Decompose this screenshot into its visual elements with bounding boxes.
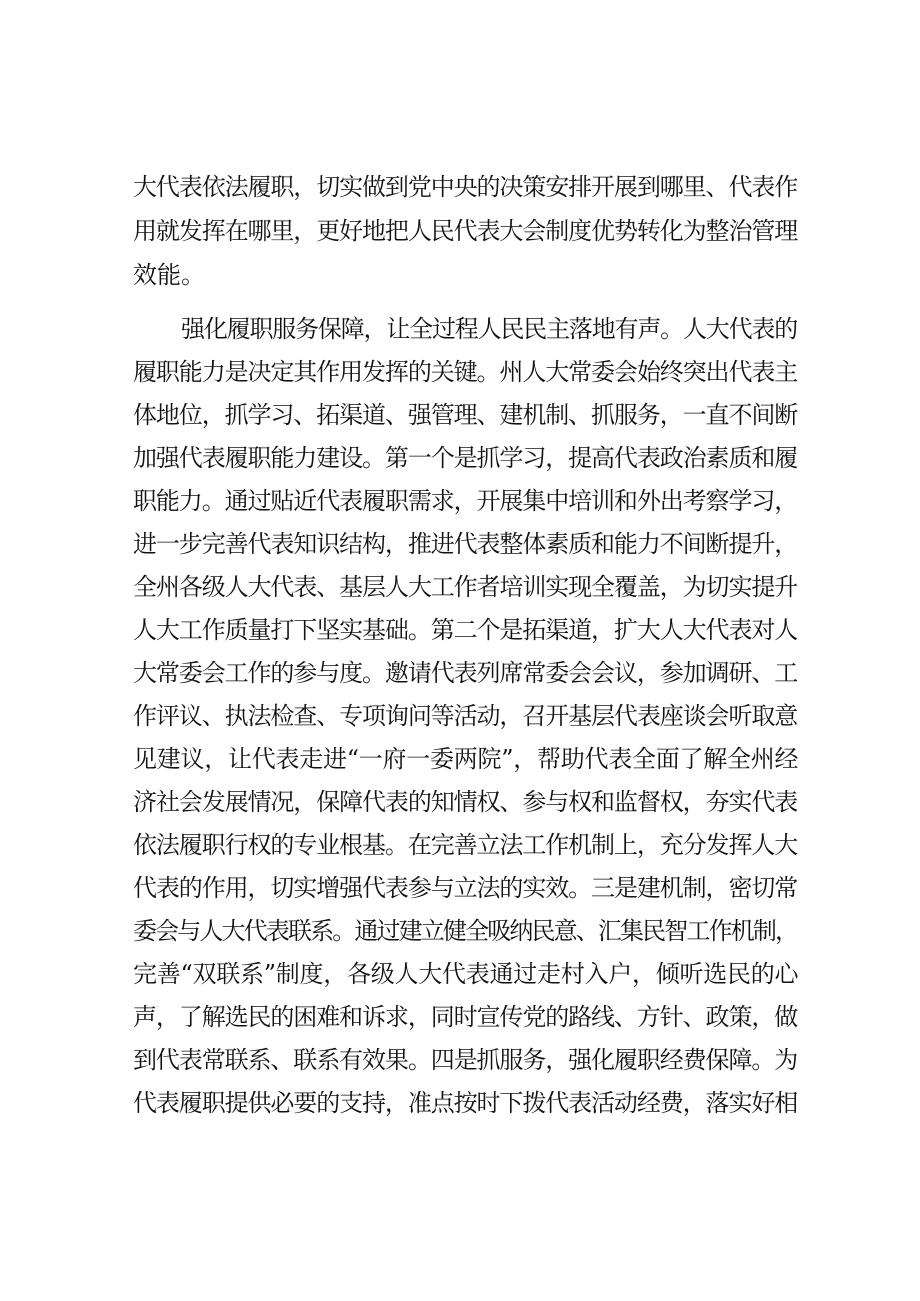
text-line: 声，了解选民的困难和诉求，同时宣传党的路线、方针、政策，做 [133,1003,797,1031]
text-line: 体地位，抓学习、拓渠道、强管理、建机制、抓服务，一直不间断 [133,401,797,429]
text-line: 大常委会工作的参与度。邀请代表列席常委会会议，参加调研、工 [133,659,797,687]
text-line: 代表履职提供必要的支持，准点按时下拨代表活动经费，落实好相 [133,1089,797,1117]
text-line: 用就发挥在哪里，更好地把人民代表大会制度优势转化为整治管理 [133,217,797,245]
text-line: 效能。 [133,261,205,289]
text-line: 到代表常联系、联系有效果。四是抓服务，强化履职经费保障。为 [133,1046,797,1074]
text-line: 济社会发展情况，保障代表的知情权、参与权和监督权，夯实代表 [133,788,797,816]
text-line: 加强代表履职能力建设。第一个是抓学习，提高代表政治素质和履 [133,444,797,472]
text-line: 见建议，让代表走进“一府一委两院”，帮助代表全面了解全州经 [133,745,799,773]
text-line: 依法履职行权的专业根基。在完善立法工作机制上，充分发挥人大 [133,831,797,859]
text-line: 代表的作用，切实增强代表参与立法的实效。三是建机制，密切常 [133,874,797,902]
text-line: 进一步完善代表知识结构，推进代表整体素质和能力不间断提升， [133,530,797,558]
text-line: 人大工作质量打下坚实基础。第二个是拓渠道，扩大人大代表对人 [133,616,797,644]
text-line: 完善“双联系”制度，各级人大代表通过走村入户，倾听选民的心 [133,960,799,988]
text-line: 履职能力是决定其作用发挥的关键。州人大常委会始终突出代表主 [133,358,797,386]
text-line: 大代表依法履职，切实做到党中央的决策安排开展到哪里、代表作 [133,173,797,201]
text-line: 职能力。通过贴近代表履职需求，开展集中培训和外出考察学习， [133,487,797,515]
text-line: 委会与人大代表联系。通过建立健全吸纳民意、汇集民智工作机制， [133,917,797,945]
text-line: 作评议、执法检查、专项询问等活动，召开基层代表座谈会听取意 [133,702,797,730]
text-line: 强化履职服务保障，让全过程人民民主落地有声。人大代表的 [181,315,797,343]
text-line: 全州各级人大代表、基层人大工作者培训实现全覆盖，为切实提升 [133,573,797,601]
